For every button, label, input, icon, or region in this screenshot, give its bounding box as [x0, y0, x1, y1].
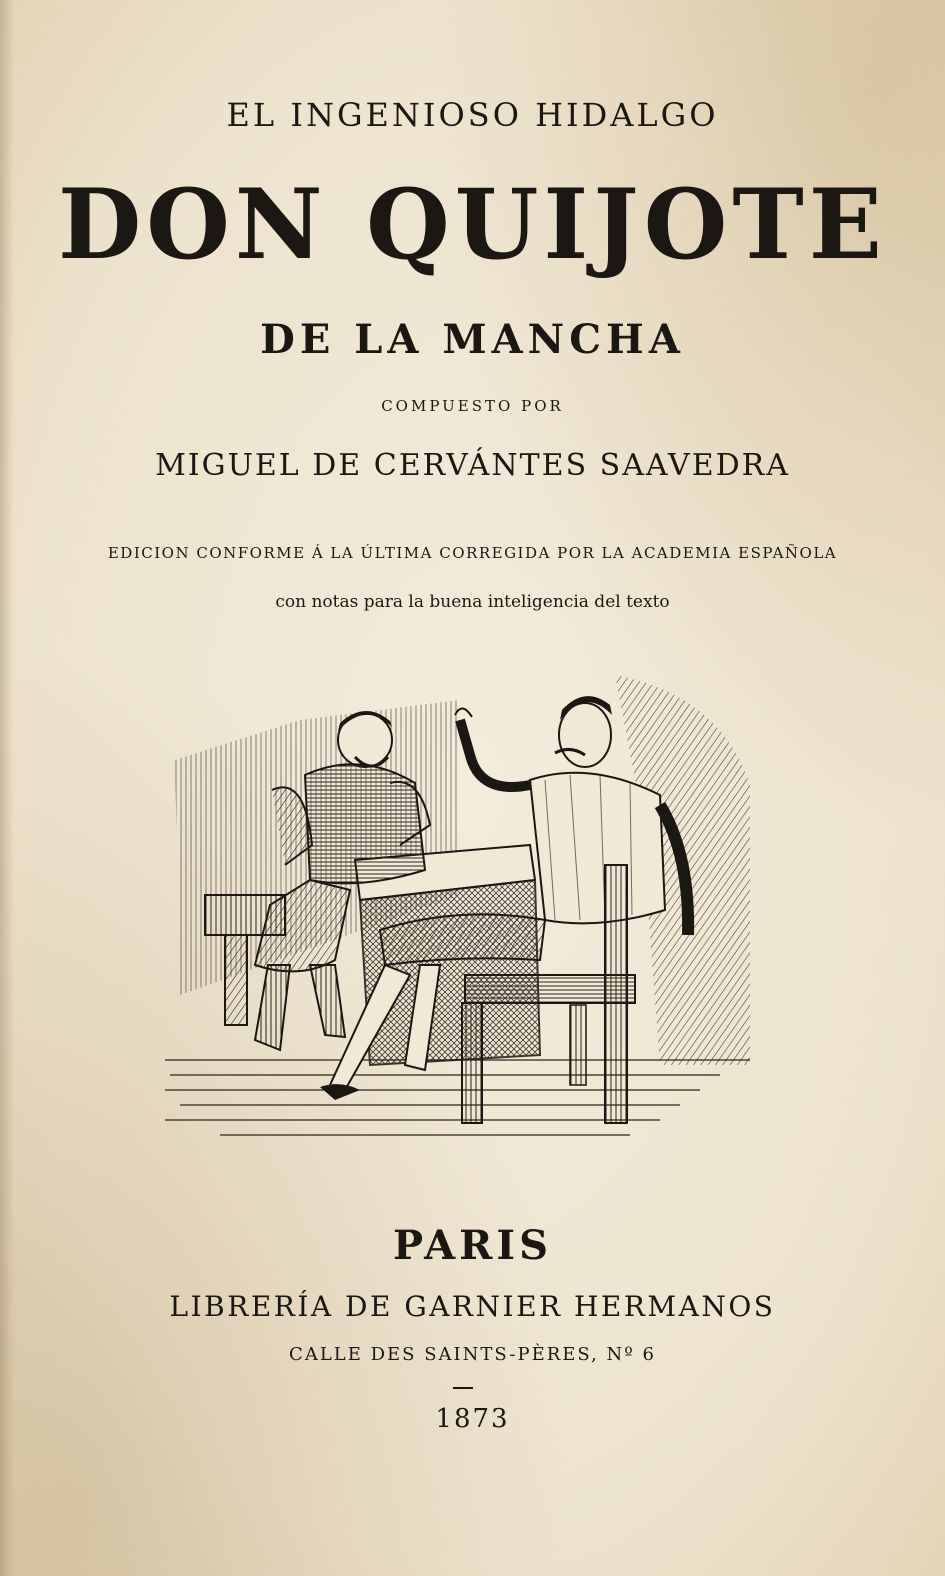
heading-ingenioso-hidalgo: EL INGENIOSO HIDALGO: [226, 96, 719, 134]
floor-lines: [165, 1060, 750, 1135]
publisher-address: CALLE DES SAINTS-PÈRES, Nº 6: [289, 1344, 656, 1365]
main-title: DON QUIJOTE: [58, 168, 887, 281]
divider: [453, 1387, 473, 1389]
notes-line: con notas para la buena inteligencia del texto: [275, 592, 670, 612]
composed-by: COMPUESTO POR: [381, 397, 564, 415]
author-name: MIGUEL DE CERVÁNTES SAAVEDRA: [155, 448, 790, 483]
publisher: LIBRERÍA DE GARNIER HERMANOS: [169, 1290, 776, 1323]
engraving-illustration: [160, 665, 760, 1145]
city: PARIS: [392, 1222, 553, 1269]
publication-year: 1873: [435, 1404, 510, 1434]
edition-note: EDICION CONFORME Á LA ÚLTIMA CORREGIDA POR LA ACADEMIA ESPAÑOLA: [107, 544, 838, 562]
subtitle: DE LA MANCHA: [260, 316, 685, 363]
